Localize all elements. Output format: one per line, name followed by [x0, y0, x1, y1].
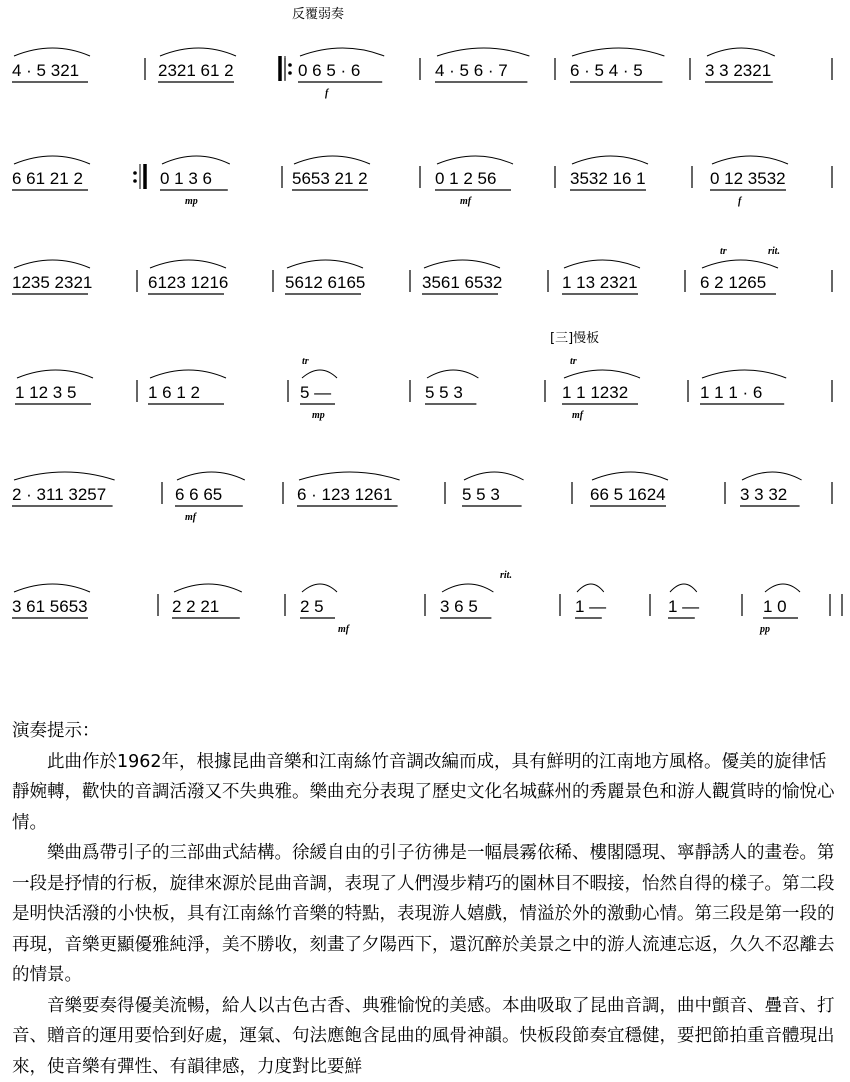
measure-notes: 5612 6165	[285, 273, 365, 292]
measure-notes: 5 5 3	[462, 485, 500, 504]
notes-title: 演奏提示：	[12, 716, 842, 747]
measure-notes: 0 6 5 · 6	[298, 61, 360, 80]
slur-mark	[572, 156, 648, 164]
slur-mark	[742, 472, 802, 480]
measure-notes: 3532 16 1	[570, 169, 646, 188]
direction-text: 反覆弱奏	[292, 6, 344, 22]
notes-paragraph-3: 音樂要奏得優美流暢，給人以古色古香、典雅愉悅的美感。本曲吸取了昆曲音調，曲中顫音、疊音、打音、贈音的運用要恰到好處，運氣、句法應飽含昆曲的風骨神韻。快板段節奏宜穩健，要把節拍重音體現出來，使音樂有彈性、有韻律感，力度對比要鮮	[12, 991, 842, 1082]
slur-mark	[17, 370, 93, 378]
measure-notes: 3561 6532	[422, 273, 502, 292]
slur-mark	[707, 48, 775, 56]
dynamic-marking: rit.	[500, 570, 512, 581]
dynamic-marking: f	[325, 88, 330, 99]
slur-mark	[287, 260, 363, 268]
slur-mark	[302, 370, 337, 378]
slur-mark	[670, 584, 697, 592]
dynamic-marking: mf	[460, 196, 473, 207]
repeat-dot	[288, 71, 292, 75]
dynamic-marking: mp	[312, 410, 325, 421]
measure-notes: 1235 2321	[12, 273, 92, 292]
slur-mark	[464, 472, 524, 480]
slur-mark	[577, 584, 604, 592]
slur-mark	[592, 472, 668, 480]
measure-notes: 1 —	[668, 597, 699, 616]
measure-notes: 0 12 3532	[710, 169, 786, 188]
dynamic-marking: tr	[570, 356, 577, 367]
slur-mark	[302, 584, 337, 592]
slur-mark	[14, 472, 115, 480]
slur-mark	[300, 48, 384, 56]
measure-notes: 3 61 5653	[12, 597, 88, 616]
slur-mark	[162, 156, 230, 164]
measure-notes: 4 · 5 321	[12, 61, 79, 80]
dynamic-marking: rit.	[768, 246, 780, 257]
slur-mark	[160, 48, 236, 56]
slur-mark	[14, 260, 90, 268]
measure-notes: 3 3 2321	[705, 61, 771, 80]
repeat-dot	[288, 63, 292, 67]
measure-notes: 2 2 21	[172, 597, 219, 616]
measure-notes: 4 · 5 6 · 7	[435, 61, 508, 80]
slur-mark	[427, 370, 478, 378]
measure-notes: 66 5 1624	[590, 485, 666, 504]
notes-paragraph-2: 樂曲爲帶引子的三部曲式結構。徐緩自由的引子彷彿是一幅晨霧依稀、樓閣隱現、寧靜誘人的畫卷。第一段是抒情的行板，旋律來源於昆曲音調，表現了人們漫步精巧的園林目不暇接，怡然自得的樣子。第二段是明快活潑的小快板，具有江南絲竹音樂的特點，表現游人嬉戲，情溢於外的激動心情。第三段是第一段的再現，音樂更顯優雅純淨，美不勝收，刻畫了夕陽西下，還沉醉於美景之中的游人流連忘返，久久不忍離去的情景。	[12, 838, 842, 991]
measure-notes: 1 0	[763, 597, 787, 616]
dynamic-marking: tr	[302, 356, 309, 367]
measure-notes: 6123 1216	[148, 273, 228, 292]
measure-notes: 1 1 1 · 6	[700, 383, 762, 402]
measure-notes: 1 12 3 5	[15, 383, 76, 402]
repeat-dot	[133, 179, 137, 183]
slur-mark	[14, 584, 90, 592]
measure-notes: 0 1 3 6	[160, 169, 212, 188]
slur-mark	[702, 370, 786, 378]
dynamic-marking: mf	[185, 512, 198, 523]
measure-notes: 3 6 5	[440, 597, 478, 616]
slur-mark	[150, 370, 226, 378]
slur-mark	[437, 48, 529, 56]
measure-notes: 1 13 2321	[562, 273, 638, 292]
slur-mark	[702, 260, 778, 268]
measure-notes: 1 6 1 2	[148, 383, 200, 402]
slur-mark	[442, 584, 493, 592]
measure-notes: 6 · 5 4 · 5	[570, 61, 643, 80]
dynamic-marking: mf	[572, 410, 585, 421]
measure-notes: 2 5	[300, 597, 324, 616]
dynamic-marking: f	[738, 196, 743, 207]
slur-mark	[299, 472, 400, 480]
slur-mark	[437, 156, 513, 164]
slur-mark	[177, 472, 245, 480]
measure-notes: 5653 21 2	[292, 169, 368, 188]
measure-notes: 6 61 21 2	[12, 169, 83, 188]
slur-mark	[14, 156, 90, 164]
measure-notes: 6 · 123 1261	[297, 485, 392, 504]
measure-notes: 2 · 311 3257	[12, 485, 106, 504]
dynamic-marking: tr	[720, 246, 727, 257]
slur-mark	[572, 48, 664, 56]
measure-notes: 3 3 32	[740, 485, 787, 504]
measure-notes: 2321 61 2	[158, 61, 234, 80]
slur-mark	[150, 260, 226, 268]
slur-mark	[564, 370, 640, 378]
measure-notes: 5 —	[300, 383, 331, 402]
repeat-dot	[133, 171, 137, 175]
performance-notes	[12, 716, 842, 1082]
slur-mark	[712, 156, 788, 164]
dynamic-marking: pp	[759, 624, 770, 635]
slur-mark	[294, 156, 370, 164]
measure-notes: 1 1 1232	[562, 383, 628, 402]
slur-mark	[564, 260, 640, 268]
slur-mark	[14, 48, 90, 56]
measure-notes: 1 —	[575, 597, 606, 616]
measure-notes: 6 2 1265	[700, 273, 766, 292]
slur-mark	[765, 584, 800, 592]
dynamic-marking: mf	[338, 624, 351, 635]
measure-notes: 5 5 3	[425, 383, 463, 402]
measure-notes: 6 6 65	[175, 485, 222, 504]
section-label: [三]慢板	[550, 330, 599, 346]
notes-paragraph-1: 此曲作於1962年，根據昆曲音樂和江南絲竹音調改編而成，具有鮮明的江南地方風格。優美的旋律恬靜婉轉，歡快的音調活潑又不失典雅。樂曲充分表現了歷史文化名城蘇州的秀麗景色和游人觀賞時的愉悅心情。	[12, 747, 842, 839]
slur-mark	[424, 260, 500, 268]
dynamic-marking: mp	[185, 196, 198, 207]
measure-notes: 0 1 2 56	[435, 169, 496, 188]
slur-mark	[174, 584, 242, 592]
